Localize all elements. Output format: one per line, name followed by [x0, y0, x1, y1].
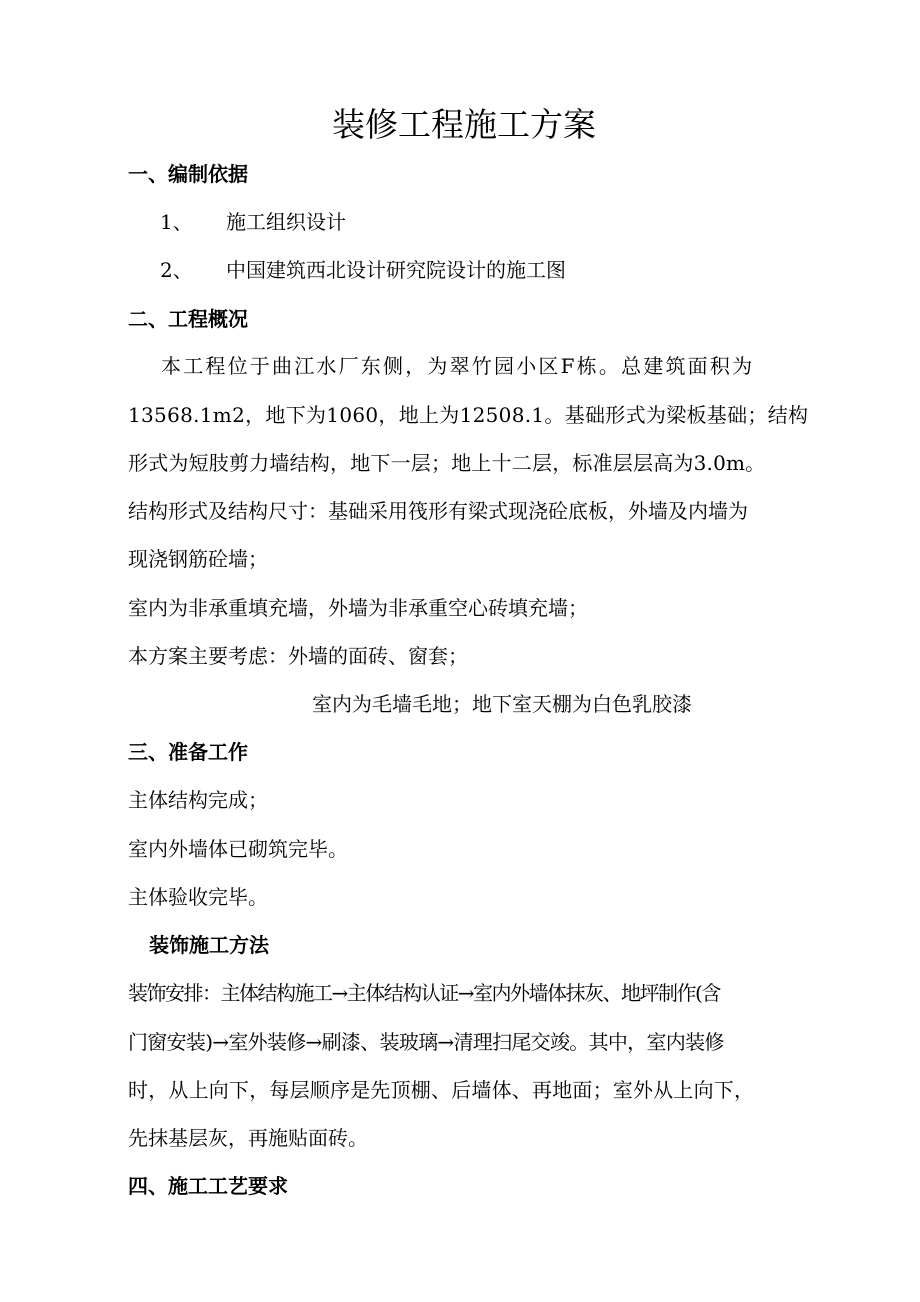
- page-title: 装修工程施工方案: [332, 105, 596, 144]
- overview-line: 室内为非承重填充墙，外墙为非承重空心砖填充墙；: [128, 596, 588, 620]
- decoration-line: 先抹基层灰，再施贴面砖。: [128, 1126, 368, 1150]
- section-heading-process: 四、施工工艺要求: [128, 1174, 288, 1198]
- section-heading-overview: 二、工程概况: [128, 307, 248, 331]
- section-heading-decoration: 装饰施工方法: [149, 933, 269, 957]
- basis-item-1: [160, 208, 346, 236]
- basis-item-text: 施工组织设计: [226, 210, 346, 234]
- overview-line: 13568.1m2，地下为1060，地上为12508.1。基础形式为梁板基础；结构: [128, 403, 809, 427]
- overview-line: 本方案主要考虑：外墙的面砖、窗套；: [128, 644, 468, 668]
- overview-line: 结构形式及结构尺寸：基础采用筏形有梁式现浇砼底板，外墙及内墙为: [128, 499, 748, 523]
- overview-line: 本工程位于曲江水厂东侧，为翠竹园小区F栋。总建筑面积为: [161, 354, 755, 378]
- basis-item-text: 中国建筑西北设计研究院设计的施工图: [226, 258, 566, 282]
- section-heading-preparation: 三、准备工作: [128, 740, 248, 764]
- overview-line: 形式为短肢剪力墙结构，地下一层；地上十二层，标准层层高为3.0m。: [128, 451, 766, 475]
- basis-item-number: 1、: [160, 210, 193, 234]
- preparation-line: 主体结构完成；: [128, 788, 268, 812]
- basis-item-2: [160, 256, 566, 284]
- decoration-line: 时，从上向下，每层顺序是先顶棚、后墙体、再地面；室外从上向下，: [128, 1078, 755, 1102]
- overview-line: 室内为毛墙毛地；地下室天棚为白色乳胶漆: [312, 692, 692, 716]
- decoration-line: 门窗安装)→室外装修→刷漆、装玻璃→清理扫尾交竣。其中，室内装修: [128, 1030, 724, 1054]
- preparation-line: 室内外墙体已砌筑完毕。: [128, 837, 348, 861]
- basis-item-number: 2、: [160, 258, 193, 282]
- preparation-line: 主体验收完毕。: [128, 885, 268, 909]
- section-heading-basis: 一、编制依据: [128, 162, 248, 186]
- decoration-line: 装饰安排：主体结构施工→主体结构认证→室内外墙体抹灰、地坪制作(含: [128, 981, 720, 1005]
- overview-line: 现浇钢筋砼墙；: [128, 547, 268, 571]
